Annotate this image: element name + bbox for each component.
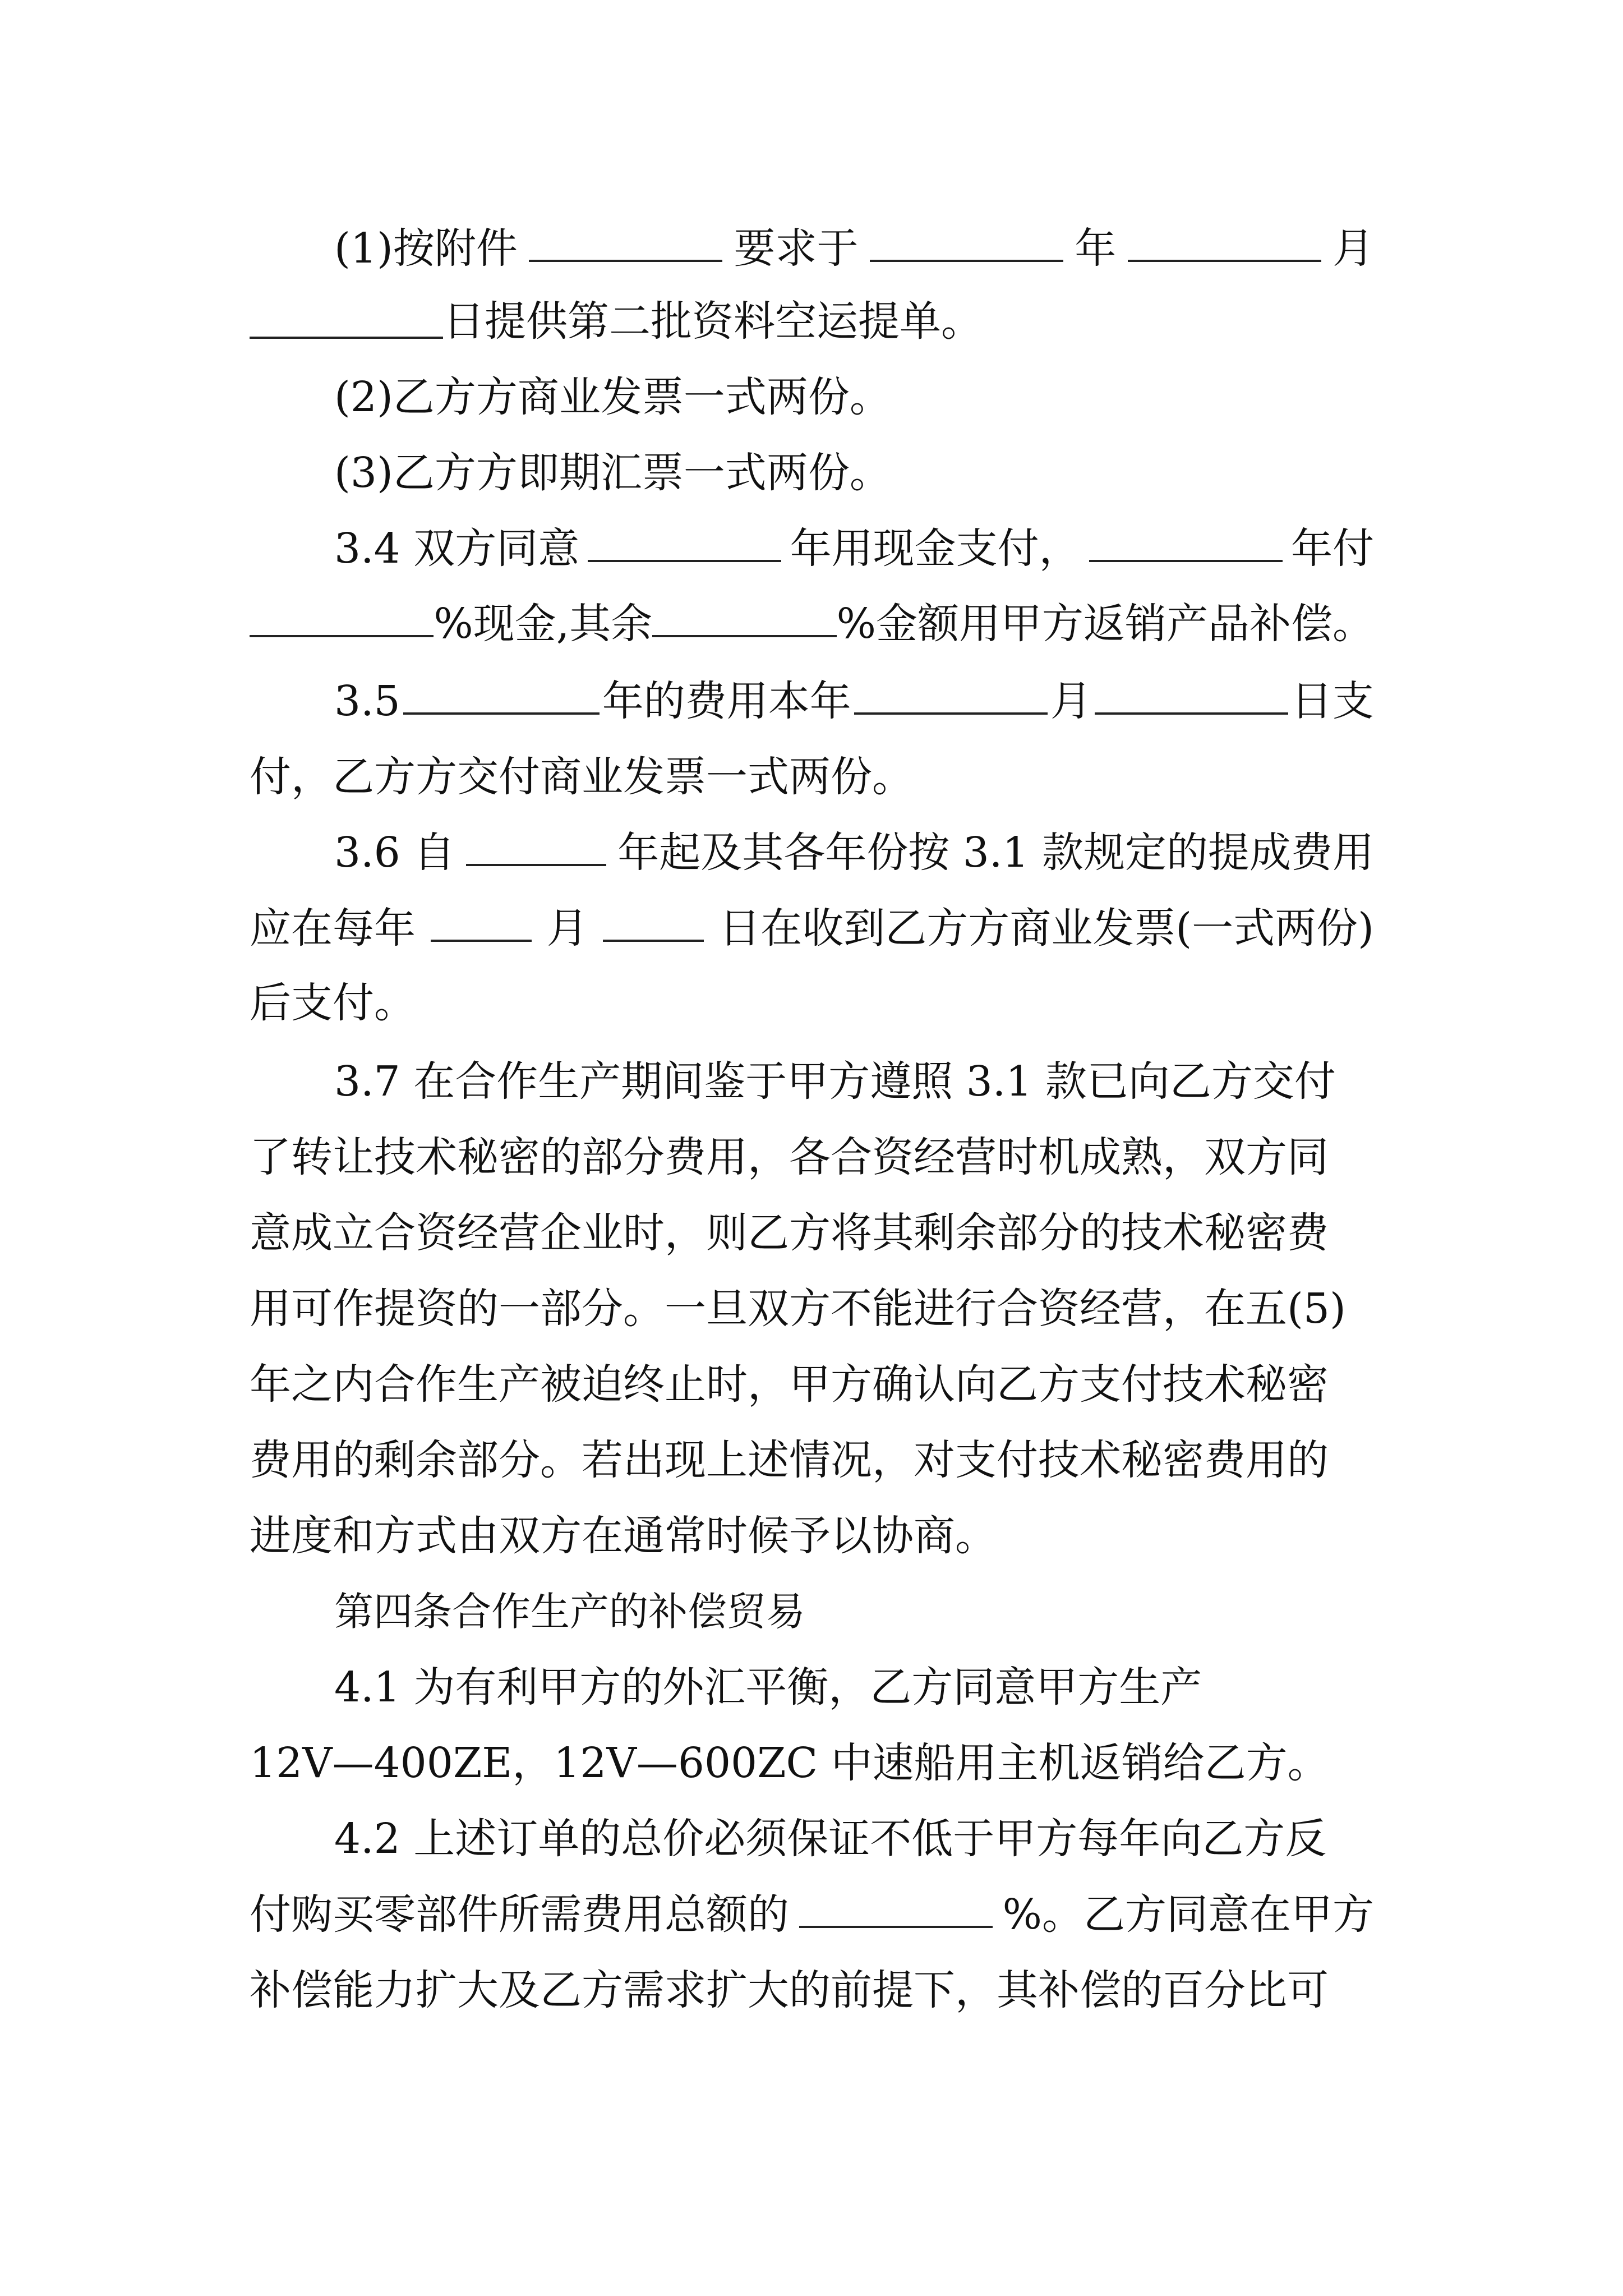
text-line: (3)乙方方即期汇票一式两份。	[334, 449, 891, 497]
text-line: 应在每年 月 日在收到乙方方商业发票(一式两份)	[250, 904, 1374, 953]
fill-blank	[799, 1892, 993, 1928]
text-line: 3.5 年的费用本年 月 日支	[334, 677, 1374, 725]
fill-blank	[1128, 226, 1321, 262]
fill-blank	[1089, 526, 1283, 562]
text-line: 进度和方式由双方在通常时候予以协商。	[250, 1512, 997, 1560]
text-line: (1)按附件 要求于 年 月	[334, 224, 1374, 273]
section-heading: 第四条合作生产的补偿贸易	[334, 1589, 805, 1635]
text-line: 年之内合作生产被迫终止时，甲方确认向乙方支付技术秘密	[250, 1360, 1329, 1409]
fill-blank	[870, 226, 1063, 262]
text-line: 4.2 上述订单的总价必须保证不低于甲方每年向乙方反	[334, 1815, 1327, 1863]
fill-blank	[250, 303, 443, 339]
text-line: 费用的剩余部分。若出现上述情况，对支付技术秘密费用的	[250, 1436, 1329, 1484]
text-line: (2)乙方方商业发票一式两份。	[334, 373, 891, 421]
fill-blank	[652, 601, 836, 637]
text-line: 了转让技术秘密的部分费用，各合资经营时机成熟，双方同	[250, 1133, 1329, 1181]
text-line: 3.6 自 年起及其各年份按 3.1 款规定的提成费用	[334, 829, 1374, 877]
fill-blank	[588, 526, 781, 562]
fill-blank	[529, 226, 722, 262]
text-line: 12V—400ZE，12V—600ZC 中速船用主机返销给乙方。	[250, 1739, 1329, 1787]
text-line: 后支付。	[250, 979, 416, 1027]
text-line: 4.1 为有利甲方的外汇平衡，乙方同意甲方生产	[334, 1663, 1202, 1711]
fill-blank	[403, 679, 600, 715]
text-line: 3.7 在合作生产期间鉴于甲方遵照 3.1 款已向乙方交付	[334, 1057, 1336, 1106]
text-line: 3.4 双方同意 年用现金支付， 年付	[334, 524, 1374, 573]
text-line: 用可作提资的一部分。一旦双方不能进行合资经营，在五(5)	[250, 1285, 1346, 1333]
fill-blank	[431, 906, 532, 942]
text-line: 补偿能力扩大及乙方需求扩大的前提下，其补偿的百分比可	[250, 1966, 1329, 2014]
fill-blank	[1095, 679, 1288, 715]
text-line: 付购买零部件所需费用总额的 %。乙方同意在甲方	[250, 1890, 1374, 1939]
fill-blank	[603, 906, 704, 942]
text-line: %现金,其余 %金额用甲方返销产品补偿。	[250, 601, 1374, 646]
text-line: 日提供第二批资料空运提单。	[250, 299, 983, 344]
fill-blank	[854, 679, 1048, 715]
fill-blank	[466, 830, 606, 866]
text-line: 意成立合资经营企业时，则乙方将其剩余部分的技术秘密费	[250, 1209, 1329, 1257]
fill-blank	[250, 601, 434, 637]
text-line: 付，乙方方交付商业发票一式两份。	[250, 753, 914, 801]
